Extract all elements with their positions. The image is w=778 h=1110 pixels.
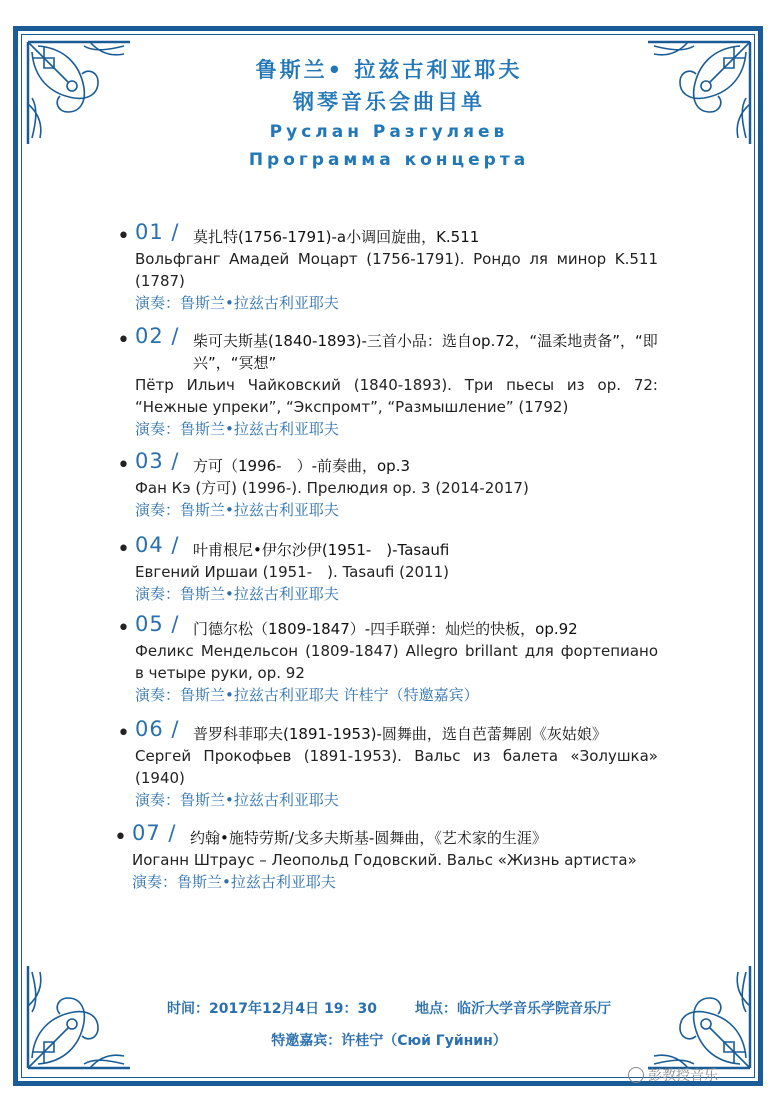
item-number: 05 / xyxy=(135,612,180,636)
item-title-cn: 约翰•施特劳斯/戈多夫斯基-圆舞曲，《艺术家的生涯》 xyxy=(190,829,547,847)
watermark-text: 彭教授音乐 xyxy=(648,1068,718,1084)
program-item xyxy=(117,612,658,706)
item-performer: 演奏：鲁斯兰•拉兹古利亚耶夫 许桂宁（特邀嘉宾） xyxy=(135,686,479,704)
item-title-ru: Сергей Прокофьев (1891-1953). Вальс из балета «Золушка» (1940) xyxy=(135,747,658,787)
program-item xyxy=(117,449,658,521)
watermark xyxy=(628,1065,718,1085)
bullet: • xyxy=(117,224,130,249)
event-venue: 地点：临沂大学音乐学院音乐厅 xyxy=(415,1001,612,1017)
item-title-cn: 莫扎特(1756-1791)-a小调回旋曲，K.511 xyxy=(193,228,480,246)
event-info xyxy=(0,998,778,1018)
program-item xyxy=(117,324,658,440)
item-number: 02 / xyxy=(135,324,180,348)
item-performer: 演奏：鲁斯兰•拉兹古利亚耶夫 xyxy=(135,294,339,312)
item-title-cn: 叶甫根尼•伊尔沙伊(1951- )-Tasaufi xyxy=(193,541,450,559)
bullet: • xyxy=(114,825,127,850)
title-cn-performer: 鲁斯兰• 拉兹古利亚耶夫 xyxy=(255,58,523,82)
title-ru-program: Программа концерта xyxy=(248,150,530,170)
bullet: • xyxy=(117,616,130,641)
wechat-icon xyxy=(628,1067,644,1083)
program-item xyxy=(117,717,658,811)
item-title-cn: 方可（1996- ）-前奏曲，op.3 xyxy=(193,457,411,475)
item-number: 04 / xyxy=(135,533,180,557)
bullet: • xyxy=(117,537,130,562)
item-performer: 演奏：鲁斯兰•拉兹古利亚耶夫 xyxy=(135,420,339,438)
item-performer: 演奏：鲁斯兰•拉兹古利亚耶夫 xyxy=(135,501,339,519)
program-header xyxy=(0,54,778,174)
item-number: 06 / xyxy=(135,717,180,741)
title-cn-program: 钢琴音乐会曲目单 xyxy=(293,90,485,114)
item-performer: 演奏：鲁斯兰•拉兹古利亚耶夫 xyxy=(135,585,339,603)
item-number: 07 / xyxy=(132,821,177,845)
title-ru-performer: Руслан Разгуляев xyxy=(269,122,509,142)
item-title-ru: Вольфганг Амадей Моцарт (1756-1791). Рондо ля минор K.511 (1787) xyxy=(135,250,658,290)
bullet: • xyxy=(117,453,130,478)
item-title-ru: Фан Кэ (方可) (1996-). Прелюдия ор. 3 (2014-2017) xyxy=(135,479,529,497)
item-title-ru: Иоганн Штраус – Леопольд Годовский. Вальс «Жизнь артиста» xyxy=(132,851,637,869)
item-title-ru: Пётр Ильич Чайковский (1840-1893). Три пьесы из ор. 72: “Нежные упреки”, “Экспромт”, “Размышление” (1792) xyxy=(135,376,658,416)
special-guest: 特邀嘉宾：许桂宁（Сюй Гуйнин） xyxy=(271,1033,507,1049)
program-item xyxy=(114,821,660,893)
item-performer: 演奏：鲁斯兰•拉兹古利亚耶夫 xyxy=(135,791,339,809)
item-title-cn: 普罗科菲耶夫(1891-1953)-圆舞曲，选自芭蕾舞剧《灰姑娘》 xyxy=(193,725,607,743)
program-item xyxy=(117,220,658,314)
event-time: 时间：2017年12月4日 19：30 xyxy=(166,1001,378,1017)
item-title-ru: Евгений Иршаи (1951- ). Tasaufi (2011) xyxy=(135,563,449,581)
item-number: 03 / xyxy=(135,449,180,473)
item-performer: 演奏：鲁斯兰•拉兹古利亚耶夫 xyxy=(132,873,336,891)
bullet: • xyxy=(117,328,130,353)
item-number: 01 / xyxy=(135,220,180,244)
bullet: • xyxy=(117,721,130,746)
item-title-ru: Феликс Мендельсон (1809-1847) Allegro brillant для фортепиано в четыре руки, ор. 92 xyxy=(135,642,658,682)
item-title-cn: 柴可夫斯基(1840-1893)-三首小品：选自op.72，“温柔地责备”，“即兴”，“冥想” xyxy=(193,332,658,372)
program-item xyxy=(117,533,658,605)
item-title-cn: 门德尔松（1809-1847）-四手联弹：灿烂的快板，op.92 xyxy=(193,620,578,638)
